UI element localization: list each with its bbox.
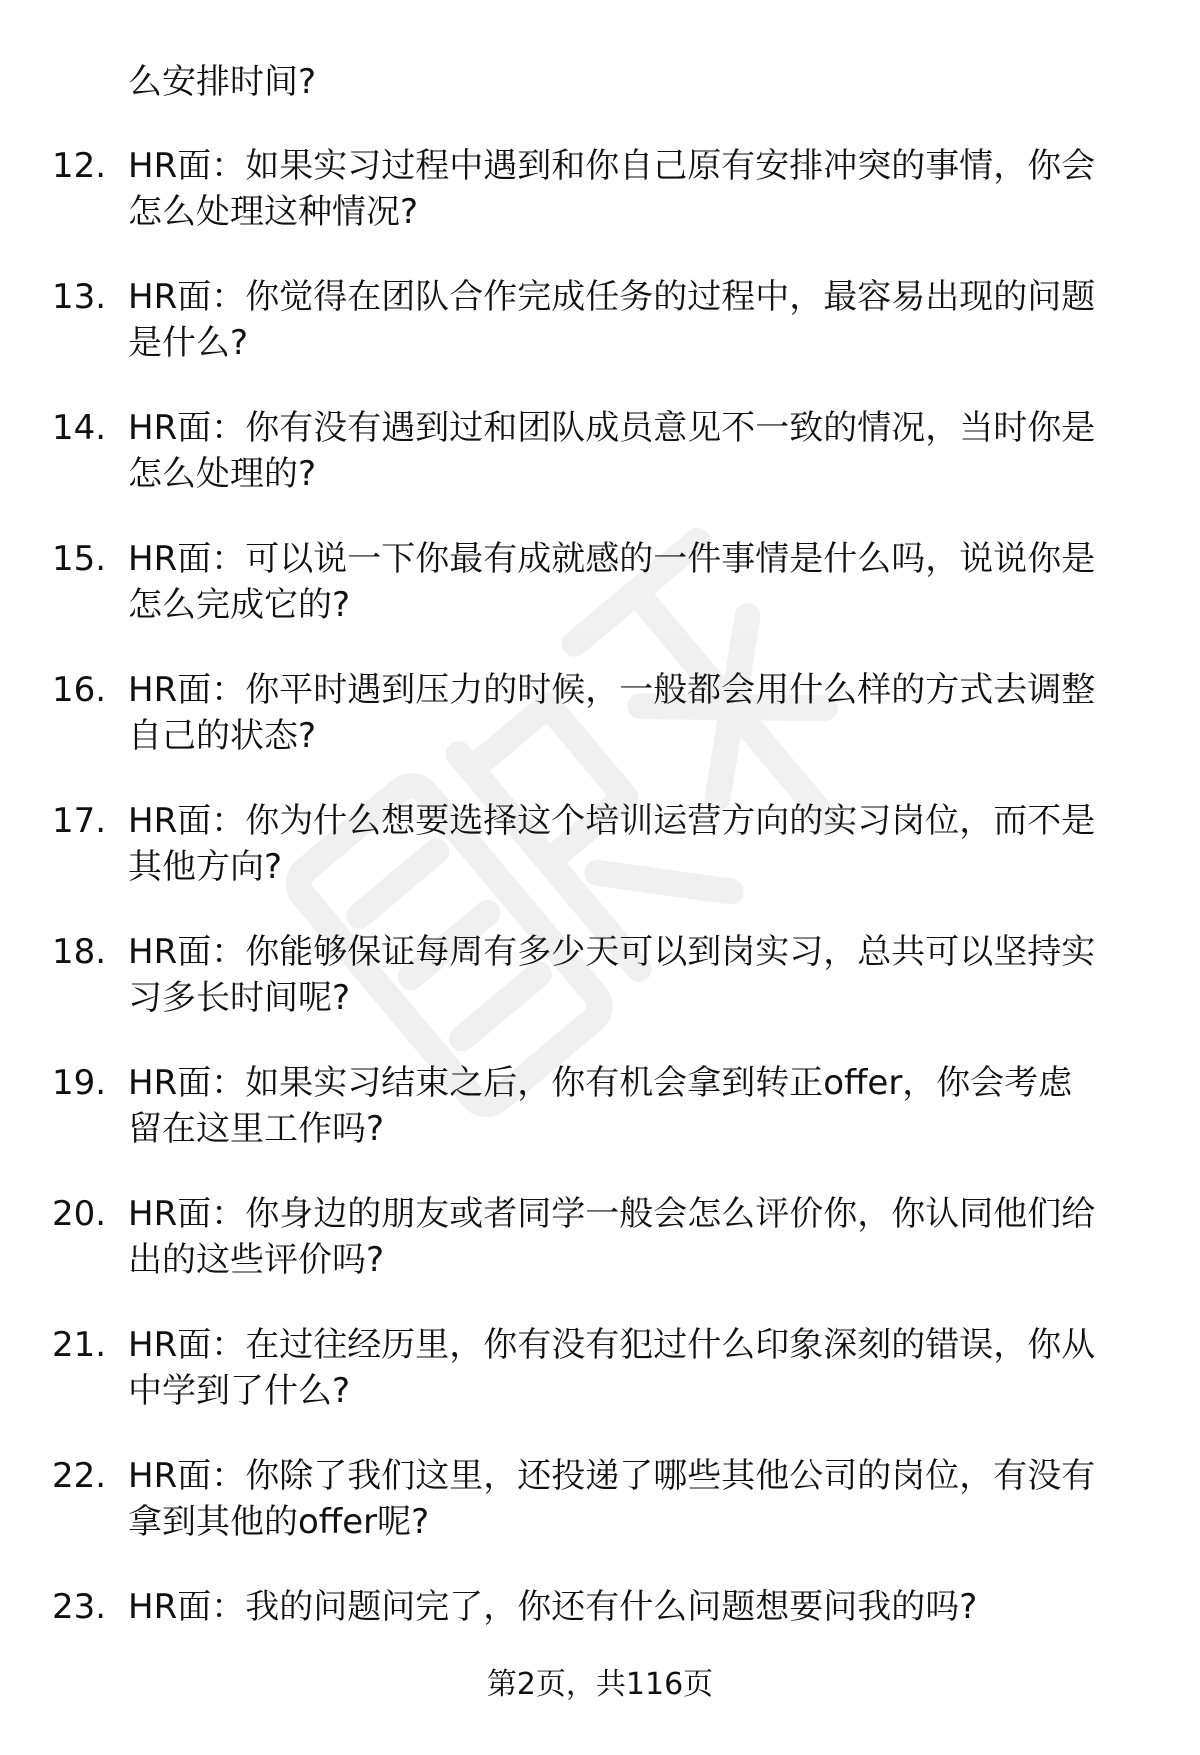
- question-text-line: 中学到了什么?: [128, 1371, 351, 1411]
- question-text-line: HR面：你觉得在团队合作完成任务的过程中，最容易出现的问题: [128, 277, 1096, 317]
- question-text-line: HR面：你身边的朋友或者同学一般会怎么评价你，你认同他们给: [128, 1194, 1096, 1234]
- question-text-line: 怎么完成它的?: [128, 585, 351, 625]
- question-text-line: HR面：我的问题问完了，你还有什么问题想要问我的吗?: [128, 1587, 978, 1627]
- question-text-line: HR面：你平时遇到压力的时候，一般都会用什么样的方式去调整: [128, 670, 1096, 710]
- question-text-line: HR面：你能够保证每周有多少天可以到岗实习，总共可以坚持实: [128, 932, 1096, 972]
- question-item: [0, 273, 1200, 404]
- question-number: 14.: [52, 408, 107, 448]
- question-text-line: HR面：可以说一下你最有成就感的一件事情是什么吗，说说你是: [128, 539, 1096, 579]
- question-list: [0, 142, 1200, 1714]
- question-item: [0, 1059, 1200, 1190]
- question-text-line: 自己的状态?: [128, 716, 317, 756]
- question-number: 12.: [52, 146, 107, 186]
- question-text-line: 留在这里工作吗?: [128, 1109, 385, 1149]
- question-text-line: 习多长时间呢?: [128, 978, 351, 1018]
- question-text-line: HR面：你为什么想要选择这个培训运营方向的实习岗位，而不是: [128, 801, 1096, 841]
- question-number: 19.: [52, 1063, 107, 1103]
- question-number: 20.: [52, 1194, 107, 1234]
- question-text-line: 是什么?: [128, 323, 249, 363]
- question-text-line: 出的这些评价吗?: [128, 1240, 385, 1280]
- question-number: 17.: [52, 801, 107, 841]
- question-item: [0, 1190, 1200, 1321]
- question-text-line: HR面：你有没有遇到过和团队成员意见不一致的情况，当时你是: [128, 408, 1096, 448]
- question-number: 16.: [52, 670, 107, 710]
- question-text-line: HR面：在过往经历里，你有没有犯过什么印象深刻的错误，你从: [128, 1325, 1096, 1365]
- question-number: 21.: [52, 1325, 107, 1365]
- question-number: 18.: [52, 932, 107, 972]
- continued-question-text: 么安排时间?: [128, 62, 317, 102]
- question-text-line: 怎么处理这种情况?: [128, 192, 419, 232]
- question-number: 13.: [52, 277, 107, 317]
- question-text-line: 拿到其他的offer呢?: [128, 1502, 430, 1542]
- question-item: [0, 1321, 1200, 1452]
- question-text-line: 其他方向?: [128, 847, 283, 887]
- question-number: 15.: [52, 539, 107, 579]
- question-text-line: 怎么处理的?: [128, 454, 317, 494]
- question-item: [0, 1452, 1200, 1583]
- question-number: 23.: [52, 1587, 107, 1627]
- question-item: [0, 142, 1200, 273]
- question-text-line: HR面：如果实习结束之后，你有机会拿到转正offer，你会考虑: [128, 1063, 1073, 1103]
- page-footer: 第2页，共116页: [486, 1667, 714, 1702]
- question-text-line: HR面：你除了我们这里，还投递了哪些其他公司的岗位，有没有: [128, 1456, 1096, 1496]
- question-text-line: HR面：如果实习过程中遇到和你自己原有安排冲突的事情，你会: [128, 146, 1096, 186]
- question-item: [0, 404, 1200, 535]
- question-item: [0, 535, 1200, 666]
- question-item: [0, 666, 1200, 797]
- question-item: [0, 928, 1200, 1059]
- question-item: [0, 797, 1200, 928]
- question-number: 22.: [52, 1456, 107, 1496]
